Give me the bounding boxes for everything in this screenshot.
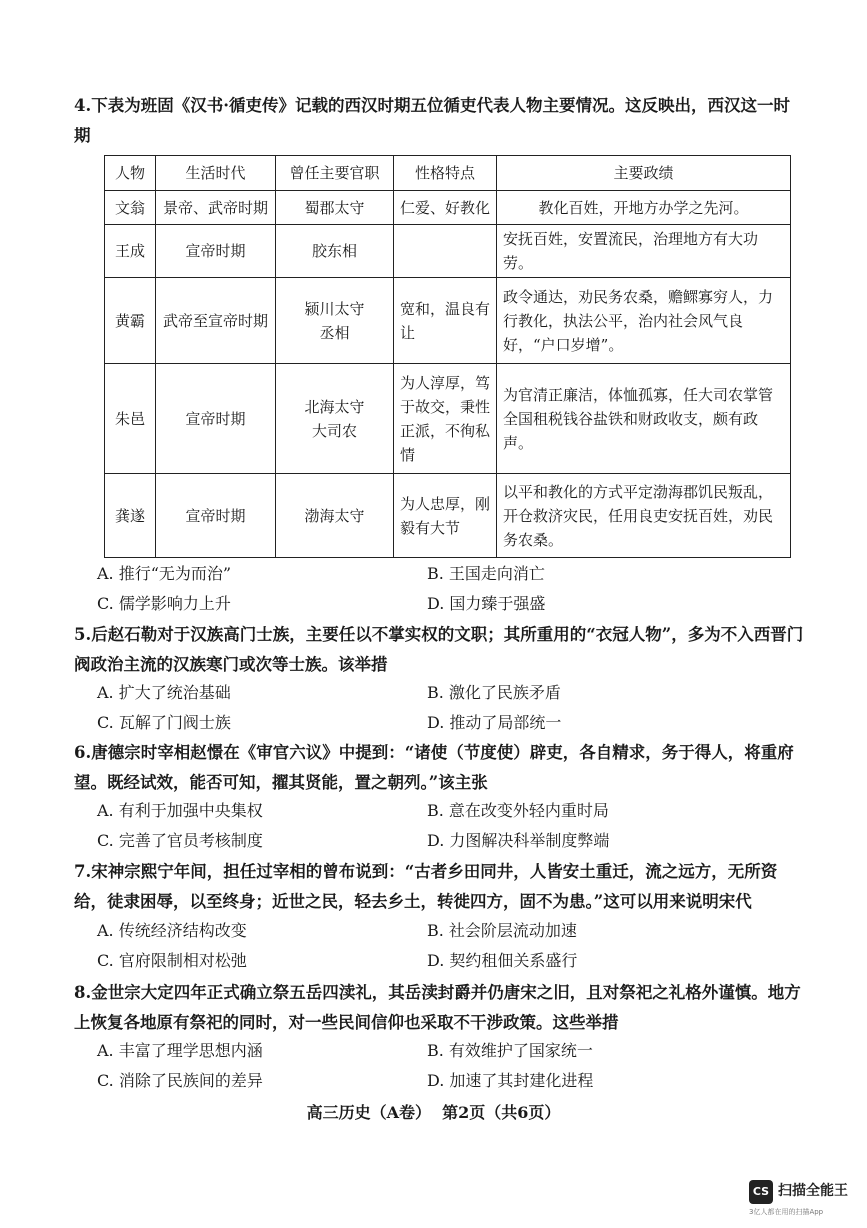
table-row [105,364,791,474]
page-footer: 高三历史（A卷） 第2页（共6页） [306,1103,561,1122]
question-number: 8. [74,983,92,1002]
table-cell: 宣帝时期 [156,474,276,558]
option-d[interactable]: D. 力图解决科举制度弊端 [427,831,610,850]
table-cell: 北海太守 大司农 [276,364,394,474]
option-a[interactable]: A. 扩大了统治基础 [97,683,231,702]
table-cell: 仁爱、好教化 [394,191,497,225]
question-8 [74,978,804,1038]
option-a[interactable]: A. 有利于加强中央集权 [97,801,263,820]
option-d[interactable]: D. 契约租佃关系盛行 [427,951,578,970]
option-a[interactable]: A. 推行“无为而治” [97,564,232,583]
table-cell: 朱邑 [105,364,156,474]
table-header: 人物 [105,156,156,191]
option-c[interactable]: C. 瓦解了门阀士族 [97,713,231,732]
option-b[interactable]: B. 激化了民族矛盾 [427,683,561,702]
table-cell: 为官清正廉洁，体恤孤寡，任大司农掌管全国租税钱谷盐铁和财政收支，颇有政声。 [497,364,791,474]
table-cell: 颍川太守 丞相 [276,278,394,364]
option-c[interactable]: C. 完善了官员考核制度 [97,831,263,850]
table-cell: 为人忠厚，刚毅有大节 [394,474,497,558]
question-4 [74,91,804,151]
option-a[interactable]: A. 传统经济结构改变 [97,921,247,940]
table-row [105,191,791,225]
table-cell: 渤海太守 [276,474,394,558]
option-c[interactable]: C. 儒学影响力上升 [97,594,231,613]
watermark-app-name: 扫描全能王 [778,1183,848,1199]
option-d[interactable]: D. 加速了其封建化进程 [427,1071,594,1090]
table-row [105,225,791,278]
table-cell: 政令通达，劝民务农桑，赡鳏寡穷人，力行教化，执法公平，治内社会风气良好，“户口岁增”。 [497,278,791,364]
question-stem: 金世宗大定四年正式确立祭五岳四渎礼，其岳渎封爵并仍唐宋之旧，且对祭祀之礼格外谨慎。地方上恢复各地原有祭祀的同时，对一些民间信仰也采取不干涉政策。这些举措 [74,983,801,1032]
question-6 [74,738,804,798]
table-cell: 胶东相 [276,225,394,278]
question-5 [74,620,804,680]
option-d[interactable]: D. 国力臻于强盛 [427,594,546,613]
option-c[interactable]: C. 官府限制相对松弛 [97,951,247,970]
option-b[interactable]: B. 有效维护了国家统一 [427,1041,593,1060]
question-stem: 后赵石勒对于汉族高门士族，主要任以不掌实权的文职；其所重用的“衣冠人物”，多为不入西晋门阀政治主流的汉族寒门或次等士族。该举措 [74,625,804,674]
table-cell: 景帝、武帝时期 [156,191,276,225]
option-a[interactable]: A. 丰富了理学思想内涵 [97,1041,263,1060]
table-header: 主要政绩 [497,156,791,191]
option-c[interactable]: C. 消除了民族间的差异 [97,1071,263,1090]
table-header: 性格特点 [394,156,497,191]
table-cell: 为人淳厚，笃于故交，秉性正派，不徇私情 [394,364,497,474]
option-b[interactable]: B. 社会阶层流动加速 [427,921,577,940]
table-cell [394,225,497,278]
table-cell: 龚遂 [105,474,156,558]
table-cell: 文翁 [105,191,156,225]
question-7 [74,857,804,917]
table-cell: 王成 [105,225,156,278]
question-number: 6. [74,743,92,762]
table-cell: 武帝至宣帝时期 [156,278,276,364]
option-b[interactable]: B. 意在改变外轻内重时局 [427,801,609,820]
table-cell: 宣帝时期 [156,225,276,278]
option-d[interactable]: D. 推动了局部统一 [427,713,562,732]
question-number: 7. [74,862,92,881]
table-cell: 宽和，温良有让 [394,278,497,364]
table-header: 生活时代 [156,156,276,191]
question-number: 5. [74,625,92,644]
table-cell: 教化百姓，开地方办学之先河。 [497,191,791,225]
table-header: 曾任主要官职 [276,156,394,191]
camscanner-logo-icon: CS [749,1180,773,1204]
question-stem: 宋神宗熙宁年间，担任过宰相的曾布说到：“古者乡田同井，人皆安土重迁，流之远方，无所资给，徒隶困辱，以至终身；近世之民，轻去乡土，转徙四方，固不为患。”这可以用来说明宋代 [74,862,778,911]
question-stem: 唐德宗时宰相赵憬在《审官六议》中提到：“诸使（节度使）辟吏，各自精求，务于得人，将重府望。既经试效，能否可知，擢其贤能，置之朝列。”该主张 [74,743,794,792]
table-cell: 蜀郡太守 [276,191,394,225]
table-cell: 以平和教化的方式平定渤海郡饥民叛乱，开仓救济灾民，任用良吏安抚百姓，劝民务农桑。 [497,474,791,558]
question-number: 4. [74,96,92,115]
table-row [105,278,791,364]
table-cell: 黄霸 [105,278,156,364]
question-stem: 下表为班固《汉书·循吏传》记载的西汉时期五位循吏代表人物主要情况。这反映出，西汉这一时期 [74,96,790,145]
watermark-tagline: 3亿人都在用的扫描App [749,1208,824,1216]
option-b[interactable]: B. 王国走向消亡 [427,564,545,583]
scanner-watermark [749,1178,859,1220]
table-row [105,474,791,558]
officials-table [104,155,791,558]
table-cell: 安抚百姓，安置流民，治理地方有大功劳。 [497,225,791,278]
table-header-row [105,156,791,191]
table-cell: 宣帝时期 [156,364,276,474]
